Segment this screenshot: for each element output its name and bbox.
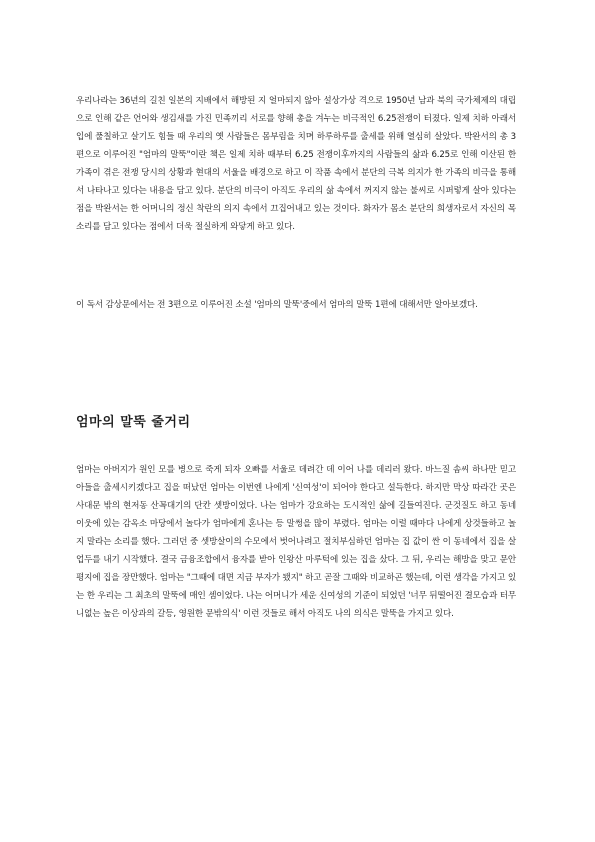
summary-paragraph: 엄마는 아버지가 원인 모를 병으로 죽게 되자 오빠를 서울로 데려간 데 이어 나를 데리러 왔다. 바느질 솜씨 하나만 믿고 아들을 출세시키겠다고 집을 떠났던 엄마는 이번엔 나에게 '신여성'이 되어야 한다고 설득한다. 하지만 막상 따라간 곳은 사대문 밖의 현저동 산꼭대기의 단칸 셋방이었다. 나는 엄마가 강요하는 도시적인 삶에 길들여진다. 군것질도 하고 동네 이웃에 있는 감옥소 마당에서 놀다가 엄마에게 혼나는 등 말썽을 많이 부렸다. 엄마는 이럴 때마다 나에게 상것들하고 놀지 말라는 소리를 했다. 그러던 중 셋방살이의 수모에서 벗어나려고 절치부심하던 엄마는 집 값이 싼 이 동네에서 집을 살 업두를 내기 시작했다. 결국 금융조합에서 융자를 받아 인왕산 마루턱에 있는 집을 샀다. 그 뒤, 우리는 해방을 맞고 문안 평지에 집을 장만했다. 엄마는 "그때에 대면 지금 부자가 됐지" 하고 곧잘 그때와 비교하곤 했는데, 이런 생각을 가지고 있는 한 우리는 그 최초의 말뚝에 매인 셈이었다. 나는 어머니가 세운 신여성의 기준이 되었던 '너무 뒤떨어진 결모습과 터무니없는 높은 이상과의 갈등, 영원한 문밖의식' 이런 것들로 해서 아직도 나의 의식은 말뚝을 가지고 있다. (76, 465, 516, 619)
scope-paragraph: 이 독서 감상문에서는 전 3편으로 이루어진 소설 '엄마의 말뚝'중에서 엄마의 말뚝 1편에 대해서만 알아보겠다. (76, 300, 478, 310)
section-heading: 엄마의 말뚝 줄거리 (76, 415, 191, 430)
intro-paragraph: 우리나라는 36년의 길친 일본의 지배에서 해방된 지 얼마되지 않아 설상가상 격으로 1950년 남과 북의 국가체제의 대립으로 인해 같은 언어와 생김새를 가진 민족끼리 서로를 향해 총을 겨누는 비극적인 6.25전쟁이 터졌다. 일제 치하 아래서 입에 풀칠하고 살기도 힘들 때 우리의 옛 사람들은 몸부림을 치며 하루하루를 출세를 위해 열심히 살았다. 박완서의 총 3편으로 이루어진 "엄마의 말뚝"이란 책은 일제 치하 때부터 6.25 전쟁이후까지의 사람들의 삶과 6.25로 인해 이산된 한 가족이 겪은 전쟁 당시의 상황과 현대의 서울을 배경으로 하고 이 작품 속에서 분단의 극복 의지가 한 가족의 비극을 통해서 나타나고 있다는 내용을 담고 있다. 분단의 비극이 아직도 우리의 삶 속에서 꺼지지 않는 불씨로 시퍼렇게 살아 있다는 점을 박완서는 한 어머니의 정신 착란의 의지 속에서 끄집어내고 있는 것이다. 화자가 몸소 분단의 희생자로서 자신의 목소리를 담고 있다는 점에서 더욱 절실하게 와닿게 하고 있다. (76, 96, 516, 232)
